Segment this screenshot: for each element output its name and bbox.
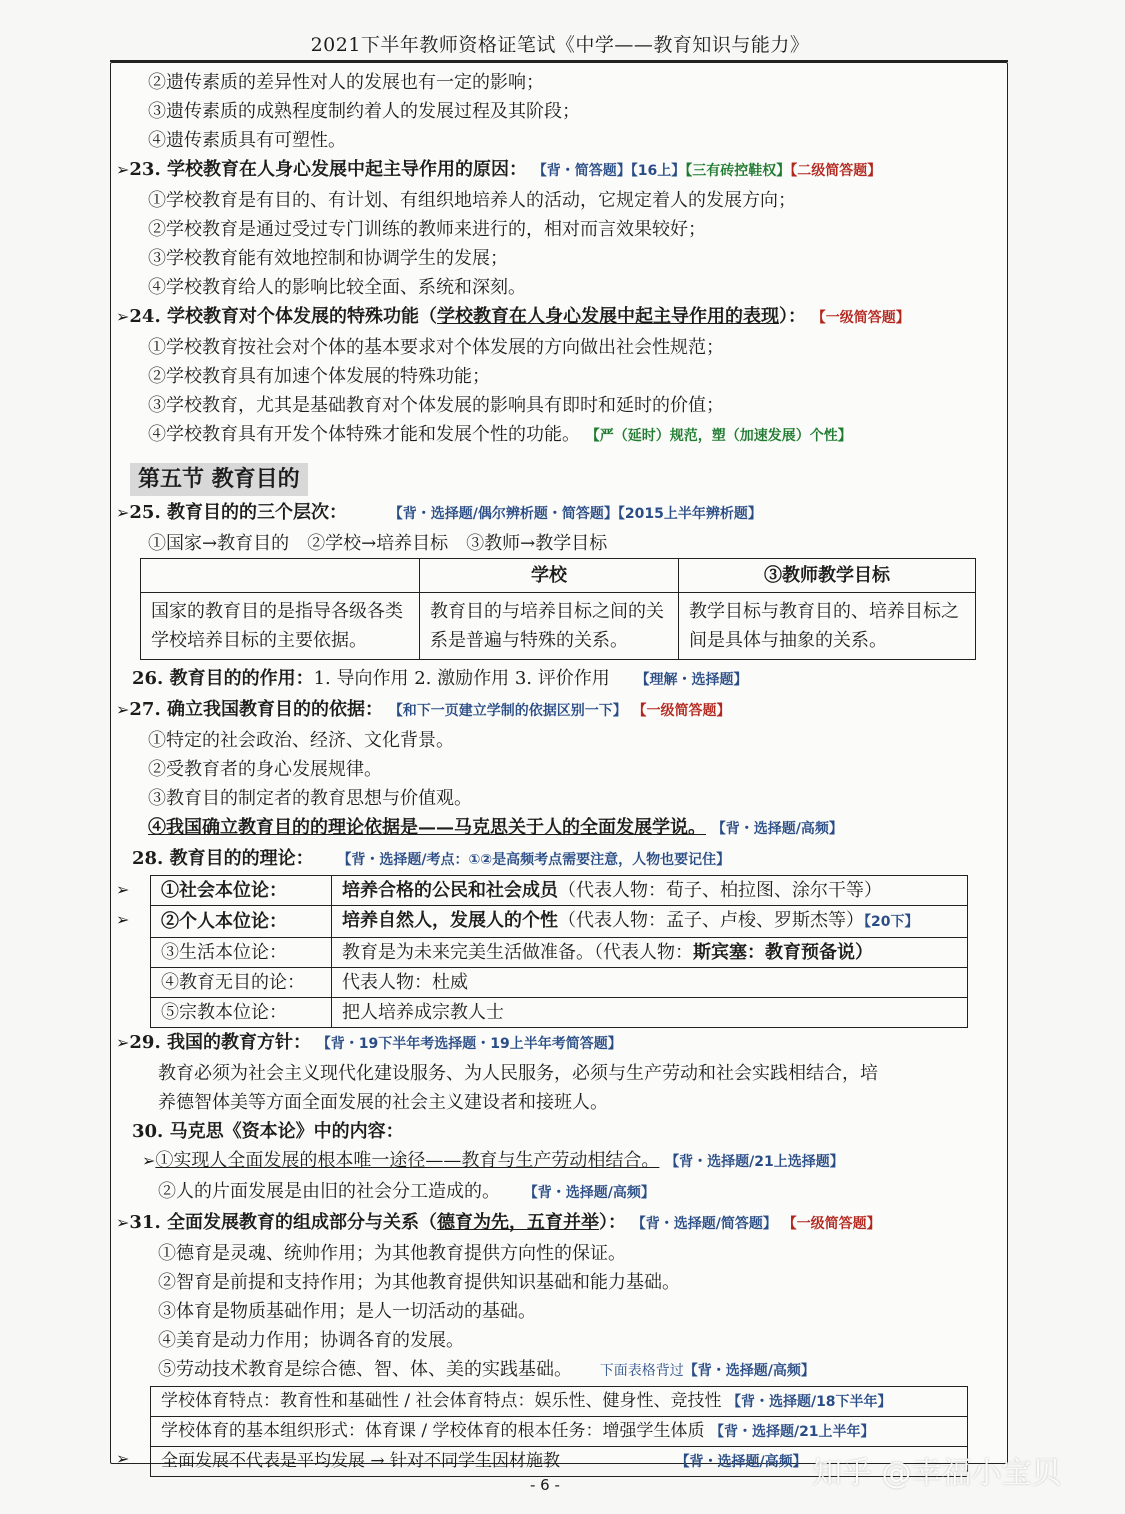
tag: 【2015上半年辨析题】 [617,506,762,522]
theory-desc-cell [332,906,968,938]
q31-heading [116,1208,996,1239]
list-item [116,1177,996,1208]
q24-title-underlined: 学校教育在人身心发展中起主导作用的表现 [437,306,779,327]
section-title: 第五节 教育目的 [130,463,308,496]
list-item-text: ⑤劳动技术教育是综合德、智、体、美的实践基础。 [158,1359,572,1380]
tag: 【背・19下半年考选择题・19上半年考简答题】 [316,1036,622,1052]
theories-arrows [116,875,150,1028]
arrow-marker: ➢ [116,700,130,719]
list-item-text: ②人的片面发展是由旧的社会分工造成的。 [158,1181,500,1202]
tag: 【背・选择题/考点：①②是高频考点需要注意，人物也要记住】 [337,852,731,868]
theory-name: ④教育无目的论： [151,968,332,998]
theory-people: 斯宾塞：教育预备说） [693,942,873,963]
arrow-marker: ➢ [116,1449,130,1468]
table-cell [151,1417,968,1447]
intro-line: ③遗传素质的成熟程度制约着人的发展过程及其阶段； [148,101,580,122]
table-cell: 教学目标与教育目的、培养目标之间是具体与抽象的关系。 [679,593,976,660]
arrow-marker: ➢ [116,503,130,522]
q24-title: 24. 学校教育对个体发展的特殊功能（ [129,306,437,327]
list-item-text: ④我国确立教育目的的理论依据是——马克思关于人的全面发展学说。 [148,817,706,838]
q30-heading [116,1117,996,1146]
q31-title: 31. 全面发展教育的组成部分与关系（ [129,1212,437,1233]
table-cell: 国家的教育目的是指导各级各类学校培养目标的主要依据。 [141,593,420,660]
arrow-marker [116,935,150,965]
note-text: 下面表格背过 [599,1363,684,1379]
arrow-marker: ➢ [116,160,130,179]
arrow-marker: ➢ [142,1151,156,1170]
row-text: 学校体育特点：教育性和基础性 / 社会体育特点：娱乐性、健身性、竞技性 [161,1391,722,1411]
list-item: ④美育是动力作用；协调各育的发展。 [158,1330,464,1351]
watermark: 知乎 @幸福小宝贝 [812,1456,1062,1491]
list-item [116,420,996,451]
q23-heading [116,155,996,186]
arrow-marker: ➢ [116,880,130,899]
tag: 【背・选择题/高频】 [683,1363,815,1379]
q28-title: 28. 教育目的的理论： [132,848,314,869]
q23-title: 23. 学校教育在人身心发展中起主导作用的原因： [129,159,527,180]
table-cell [151,1387,968,1417]
q24-heading [116,302,996,333]
list-item: ②学校教育具有加速个体发展的特殊功能； [148,366,490,387]
tag: 【背・选择题/18下半年】 [726,1394,892,1410]
list-item: ③体育是物质基础作用；是人一切活动的基础。 [158,1301,536,1322]
list-item: ②受教育者的身心发展规律。 [148,759,382,780]
tag: 【背・简答题】 [532,163,631,179]
levels-table [140,558,976,660]
mnemonic-tag: 【严（延时）规范，塑（加速发展）个性】 [585,428,852,444]
list-item-text: ①实现人全面发展的根本唯一途径——教育与生产劳动相结合。 [155,1150,660,1171]
q29-heading [116,1028,996,1059]
arrow-marker [116,965,150,995]
theory-desc-cell [332,876,968,906]
q31-title-underlined: 德育为先，五育并举 [437,1212,599,1233]
tag: 【背・选择题/高频】 [523,1185,655,1201]
arrow-marker [116,1415,150,1444]
arrow-marker: ➢ [116,307,130,326]
list-item: ②学校教育是通过受过专门训练的教师来进行的，相对而言效果较好； [148,219,706,240]
theory-name: ⑤宗教本位论： [151,998,332,1028]
arrow-marker [116,995,150,1025]
theory-name: ①社会本位论： [151,876,332,906]
q31-title-end: ）： [599,1212,626,1233]
theory-name: ③生活本位论： [151,938,332,968]
table-row [151,876,968,906]
table-cell: 教育目的与培养目标之间的关系是普遍与特殊的关系。 [420,593,679,660]
list-item [116,1355,996,1386]
row-text: 全面发展不代表是平均发展 → 针对不同学生因材施教 [161,1451,561,1471]
arrow-marker [116,1386,150,1415]
tag: 【背・选择题/高频】 [711,821,843,837]
arrow-marker: ➢ [116,1213,130,1232]
tag: 【背・选择题/高频】 [675,1454,807,1470]
paragraph-line: 养德智体美等方面全面发展的社会主义建设者和接班人。 [158,1092,608,1113]
tag: 【三有砖控鞋权】 [685,163,791,179]
theory-desc: 培养合格的公民和社会成员 [342,880,558,901]
list-item: ①德育是灵魂、统帅作用；为其他教育提供方向性的保证。 [158,1243,626,1264]
q29-title: 29. 我国的教育方针： [129,1032,311,1053]
pe-arrows [116,1386,150,1477]
paragraph-line: 教育必须为社会主义现代化建设服务、为人民服务，必须与生产劳动和社会实践相结合，培 [158,1063,878,1084]
theory-desc-cell [332,938,968,968]
theory-desc: 培养自然人，发展人的个性 [342,910,558,931]
row-text: 学校体育的基本组织形式：体育课 / 学校体育的根本任务：增强学生体质 [161,1421,705,1441]
q28-heading [116,844,996,875]
tag: 【背・选择题/21上半年】 [709,1424,875,1440]
list-item: ①学校教育按社会对个体的基本要求对个体发展的方向做出社会性规范； [148,337,724,358]
q30-title: 30. 马克思《资本论》中的内容： [132,1121,404,1142]
intro-line: ②遗传素质的差异性对人的发展也有一定的影响； [148,72,544,93]
levels-line: ①国家→教育目的 ②学校→培养目标 ③教师→教学目标 [148,533,608,554]
tag: 【一级简答题】 [782,1216,881,1232]
table-header: 学校 [420,559,679,593]
list-item: ①学校教育是有目的、有计划、有组织地培养人的活动，它规定着人的发展方向； [148,190,796,211]
list-item [116,1146,996,1177]
theory-name: ②个人本位论： [151,906,332,938]
table-row [151,1387,968,1417]
theories-table [150,875,968,1028]
arrow-marker: ➢ [116,910,130,929]
tag: 【背・选择题/简答题】 [631,1216,777,1232]
list-item: ③学校教育，尤其是基础教育对个体发展的影响具有即时和延时的价值； [148,395,724,416]
table-row [151,968,968,998]
table-row [151,938,968,968]
tag: 【理解・选择题】 [635,672,748,688]
tag: 【一级简答题】 [811,310,910,326]
list-item: ④学校教育给人的影响比较全面、系统和深刻。 [148,277,526,298]
tag: 【背・选择题/偶尔辨析题・简答题】 [388,506,618,522]
page-header: 2021下半年教师资格证笔试《中学——教育知识与能力》 [310,34,810,56]
q25-title: 25. 教育目的的三个层次： [129,502,347,523]
theory-people: （代表人物：孟子、卢梭、罗斯杰等） [558,910,864,931]
theory-desc: 教育是为未来完美生活做准备。（代表人物： [342,942,693,963]
intro-line: ④遗传素质具有可塑性。 [148,130,346,151]
arrow-marker: ➢ [116,1033,130,1052]
list-item: ③教育目的制定者的教育思想与价值观。 [148,788,472,809]
theory-people: （代表人物：荀子、柏拉图、涂尔干等） [558,880,882,901]
tag: 【和下一页建立学制的依据区别一下】 [388,703,627,719]
table-row [151,906,968,938]
q26-line [116,664,996,695]
tag: 【背・选择题/21上选择题】 [665,1154,844,1170]
list-item: ③学校教育能有效地控制和协调学生的发展； [148,248,508,269]
q24-title-end: ）： [779,306,806,327]
q26-content: 1. 导向作用 2. 激励作用 3. 评价作用 [313,668,610,689]
tag: 【二级简答题】 [790,163,882,179]
tag: 【16上】 [630,163,686,179]
tag: 【一级简答题】 [632,703,731,719]
table-row [151,998,968,1028]
q27-heading [116,695,996,726]
table-header [141,559,420,593]
list-item: ①特定的社会政治、经济、文化背景。 [148,730,454,751]
q27-title: 27. 确立我国教育目的的依据： [129,699,383,720]
table-row [151,1417,968,1447]
theory-desc: 把人培养成宗教人士 [332,998,968,1028]
table-header: ③教师教学目标 [679,559,976,593]
q26-title: 26. 教育目的的作用： [132,668,314,689]
list-item-text: ④学校教育具有开发个体特殊才能和发展个性的功能。 [148,424,580,445]
page-content [116,68,996,1477]
theory-desc: 代表人物：杜威 [332,968,968,998]
list-item [116,813,996,844]
list-item: ②智育是前提和支持作用；为其他教育提供知识基础和能力基础。 [158,1272,680,1293]
tag: 【20下】 [864,914,919,930]
theories-table-wrap [116,875,996,1028]
q25-heading [116,498,996,529]
page-number: - 6 - [530,1476,560,1494]
